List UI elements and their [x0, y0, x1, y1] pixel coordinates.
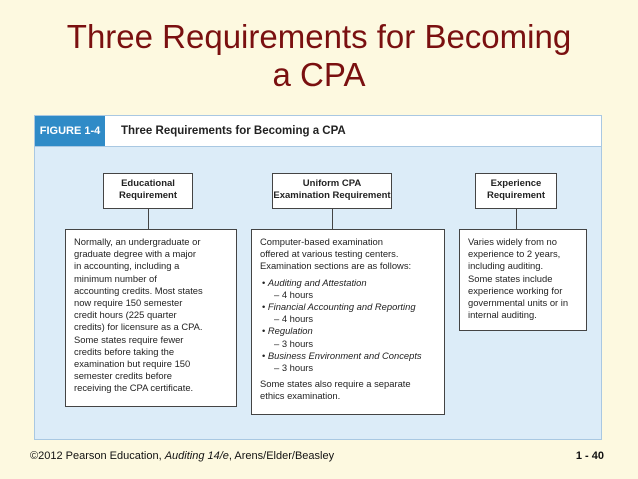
educational-line: credit hours (225 quarter — [74, 309, 177, 321]
educational-line: in accounting, including a — [74, 260, 180, 272]
exam-intro-line: offered at various testing centers. — [260, 248, 399, 260]
exam-section-item: • Financial Accounting and Reporting — [262, 301, 416, 313]
experience-line: Varies widely from no — [468, 236, 557, 247]
footer-authors: , Arens/Elder/Beasley — [228, 450, 335, 462]
educational-description-box — [65, 229, 237, 407]
experience-line: experience to 2 years, — [468, 248, 561, 260]
footer-copyright-text: ©2012 Pearson Education, — [30, 450, 165, 462]
exam-intro-line: Examination sections are as follows: — [260, 260, 412, 272]
figure-header — [35, 116, 601, 147]
educational-line: accounting credits. Most states — [74, 284, 203, 296]
exam-section-item: • Auditing and Attestation — [262, 276, 367, 288]
exam-requirement-box — [272, 173, 392, 209]
educational-line: receiving the CPA certificate. — [74, 382, 194, 394]
experience-line: including auditing. — [468, 260, 544, 272]
exam-section-hours: – 3 hours — [274, 337, 314, 349]
exam-intro-line: Computer-based examination — [260, 236, 383, 247]
educational-line: semester credits before — [74, 370, 172, 382]
exam-section-hours: – 4 hours — [274, 313, 314, 325]
figure-panel — [34, 115, 602, 440]
educational-line: now require 150 semester — [74, 297, 183, 309]
figure-title: Three Requirements for Becoming a CPA — [121, 125, 346, 137]
experience-requirement-box — [475, 173, 557, 209]
exam-section-hours: – 4 hours — [274, 288, 314, 300]
exam-description-box — [251, 229, 445, 415]
exam-outro-line: ethics examination. — [260, 390, 341, 402]
experience-line: governmental units or in — [468, 297, 569, 309]
educational-connector — [148, 209, 149, 229]
educational-line: minimum number of — [74, 272, 157, 284]
experience-heading-line1: Experience — [490, 178, 542, 189]
exam-section-hours: – 3 hours — [274, 362, 314, 374]
educational-line: examination but require 150 — [74, 358, 191, 370]
experience-description-box — [459, 229, 587, 331]
exam-heading-line1: Uniform CPA — [302, 178, 362, 189]
slide-title — [20, 18, 618, 94]
educational-line: credits before taking the — [74, 345, 175, 357]
educational-heading-line2: Requirement — [118, 190, 178, 201]
footer-copyright — [30, 450, 334, 462]
educational-line: Some states require fewer — [74, 333, 184, 345]
exam-connector — [332, 209, 333, 229]
experience-line: experience working for — [468, 284, 563, 296]
footer-page-number: 1 - 40 — [575, 450, 604, 462]
experience-heading-line2: Requirement — [486, 190, 546, 201]
experience-line: internal auditing. — [468, 309, 537, 321]
educational-line: credits) for licensure as a CPA. — [74, 321, 203, 333]
exam-section-item: • Regulation — [262, 325, 313, 337]
exam-section-name: Business Environment and Concepts — [267, 349, 422, 361]
experience-connector — [516, 209, 517, 229]
slide-title-line2: a CPA — [272, 56, 366, 93]
educational-line: graduate degree with a major — [74, 248, 196, 260]
figure-label: FIGURE 1-4 — [35, 116, 105, 146]
educational-heading-line1: Educational — [121, 178, 175, 189]
educational-line: Normally, an undergraduate or — [74, 236, 201, 247]
exam-heading-line2: Examination Requirement — [273, 190, 391, 201]
educational-requirement-box — [103, 173, 193, 209]
experience-line: Some states include — [468, 272, 553, 284]
exam-outro-line: Some states also require a separate — [260, 378, 411, 390]
exam-section-name: Financial Accounting and Reporting — [267, 301, 416, 313]
exam-section-name: Auditing and Attestation — [267, 276, 367, 288]
slide-title-line1: Three Requirements for Becoming — [66, 18, 572, 55]
exam-section-item: • Business Environment and Concepts — [262, 349, 422, 361]
footer-book-title: Auditing 14/e — [164, 450, 229, 462]
exam-section-name: Regulation — [267, 325, 313, 337]
